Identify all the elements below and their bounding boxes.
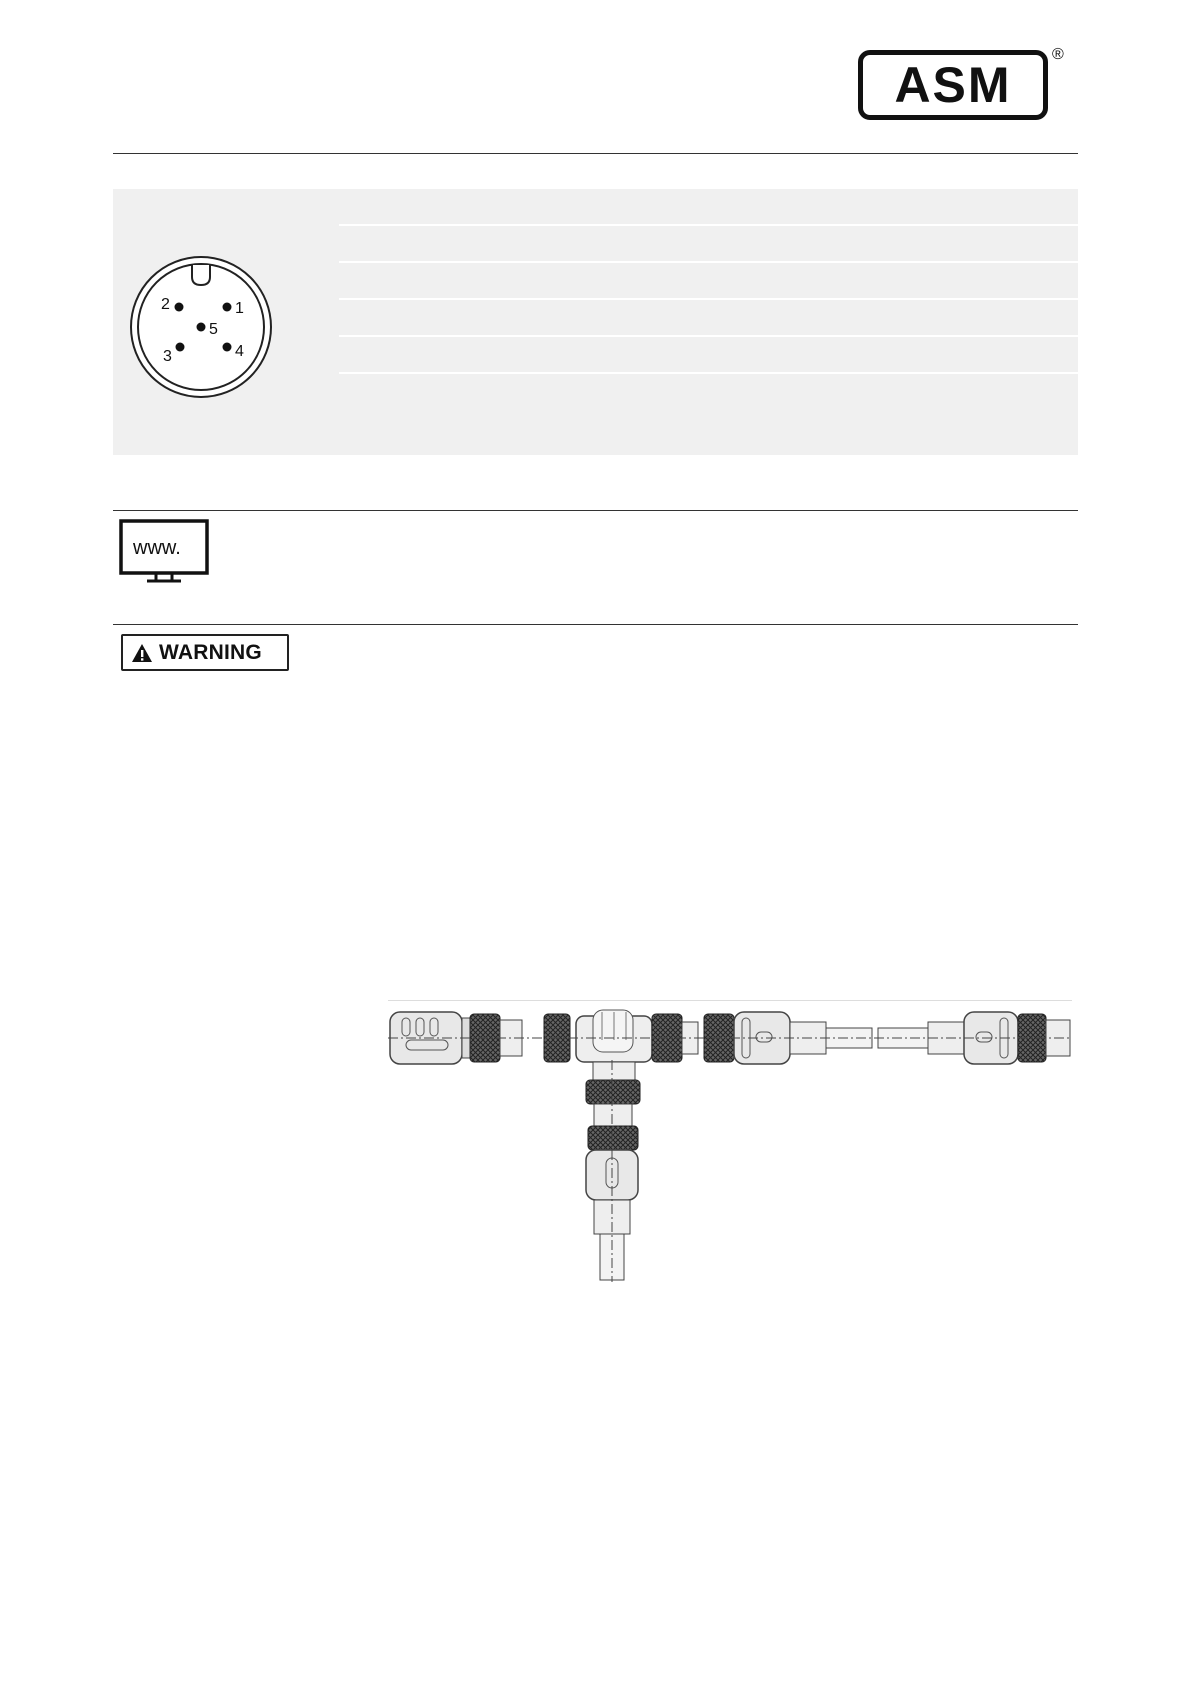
table-row-divider bbox=[339, 298, 1078, 300]
pin-2-dot bbox=[175, 303, 184, 312]
www-monitor-icon bbox=[119, 519, 209, 585]
table-row-divider bbox=[339, 224, 1078, 226]
logo-text: ASM bbox=[894, 57, 1012, 113]
warning-triangle-icon bbox=[131, 643, 153, 663]
warning-label: WARNING bbox=[159, 640, 262, 664]
section-divider bbox=[113, 624, 1078, 625]
section-divider bbox=[113, 510, 1078, 511]
table-row-divider bbox=[339, 261, 1078, 263]
cable-assembly-illustration bbox=[388, 1000, 1072, 1282]
pin-4-label: 4 bbox=[235, 343, 244, 360]
pin-5-label: 5 bbox=[209, 321, 218, 338]
brand-logo bbox=[858, 46, 1064, 120]
registered-mark: ® bbox=[1052, 46, 1064, 63]
pin-assignment-panel bbox=[113, 189, 1078, 455]
connector-pinout-diagram bbox=[129, 255, 273, 399]
table-row-divider bbox=[339, 372, 1078, 374]
pin-3-dot bbox=[176, 343, 185, 352]
pin-1-label: 1 bbox=[235, 300, 244, 317]
www-icon-text: www. bbox=[133, 537, 181, 559]
warning-badge bbox=[121, 634, 289, 671]
pin-2-label: 2 bbox=[161, 296, 170, 313]
table-row-divider bbox=[339, 335, 1078, 337]
pin-5-dot bbox=[197, 323, 206, 332]
pin-1-dot bbox=[223, 303, 232, 312]
header-divider bbox=[113, 153, 1078, 154]
pin-3-label: 3 bbox=[163, 348, 172, 365]
pin-4-dot bbox=[223, 343, 232, 352]
